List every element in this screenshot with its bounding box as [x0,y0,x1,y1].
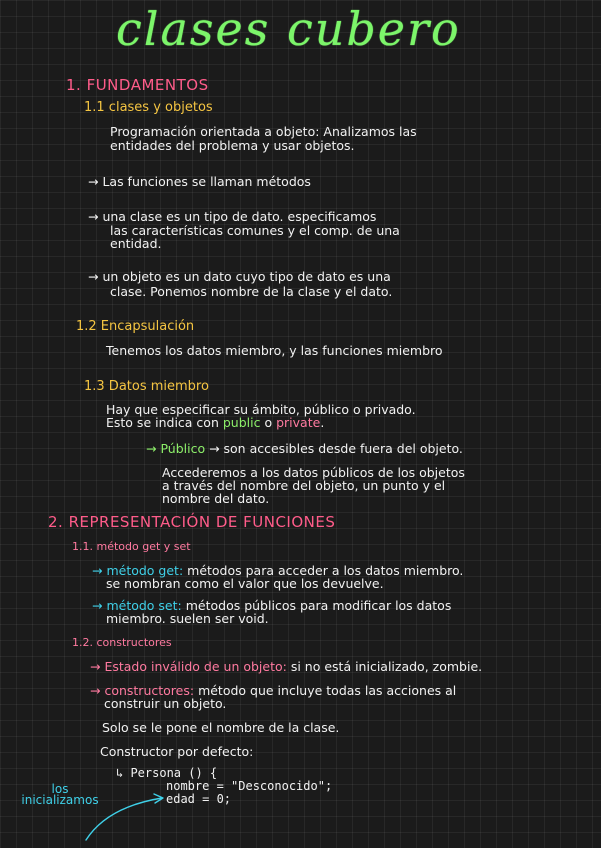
paragraph-line: a través del nombre del objeto, un punto y el [162,478,446,493]
bullet-line: clase. Ponemos nombre de la clase y el dato. [110,284,393,299]
annotation-arrow-icon [80,792,170,844]
paragraph-line: Programación orientada a objeto: Analizamos las [110,124,417,139]
bullet-line: → un objeto es un dato cuyo tipo de dato es una [88,269,391,284]
paragraph-line: Constructor por defecto: [100,744,254,759]
subheading-encapsulacion: 1.2 Encapsulación [76,319,195,334]
paragraph-line: se nombran como el valor que los devuelve. [106,576,384,591]
text: si no está inicializado, zombie. [290,659,483,674]
paragraph-line: nombre del dato. [162,491,270,506]
text: método que incluye todas las acciones al [198,683,457,698]
paragraph-line: Hay que especificar su ámbito, público o privado. [106,402,416,417]
paragraph-line: miembro. suelen ser void. [106,611,269,626]
publico-line [146,443,463,455]
paragraph-line: construir un objeto. [104,696,227,711]
label-metodo-get: → método get: [92,563,184,578]
bullet-line: → una clase es un tipo de dato. especificamos [88,209,377,224]
text: . [320,415,325,430]
paragraph-line: Solo se le pone el nombre de la clase. [102,720,340,735]
keyword-public: public [222,415,261,430]
text: o [264,415,273,430]
code-line: edad = 0; [166,792,232,806]
bullet-line: entidad. [110,236,162,251]
code-line: nombre = "Desconocido"; [166,779,333,793]
text: → son accesibles desde fuera del objeto. [209,441,463,456]
label-publico: → Público [146,441,206,456]
note-line: inicializamos [21,793,99,807]
subheading-clases-objetos: 1.1 clases y objetos [84,100,213,115]
bullet-line: → Las funciones se llaman métodos [88,174,311,189]
note-line: los [51,782,69,796]
paragraph-line: Accederemos a los datos públicos de los objetos [162,465,465,480]
paragraph-line-visibility [106,417,324,429]
bullet-line: las características comunes y el comp. de una [110,223,400,238]
text: métodos para acceder a los datos miembro. [187,563,464,578]
keyword-private: private [276,415,321,430]
subheading-constructores: 1.2. constructores [72,636,172,649]
label-constructores: → constructores: [90,683,195,698]
page-title: clases cubero [116,2,461,56]
text: métodos públicos para modificar los datos [185,598,452,613]
paragraph-line: entidades del problema y usar objetos. [110,138,355,153]
section-heading-representacion: 2. REPRESENTACIÓN DE FUNCIONES [48,513,336,531]
section-heading-fundamentos: 1. FUNDAMENTOS [66,76,209,94]
subheading-get-set: 1.1. método get y set [72,540,191,553]
text: Esto se indica con [106,415,219,430]
estado-invalido-line [90,661,482,673]
label-estado-invalido: → Estado inválido de un objeto: [90,659,287,674]
label-metodo-set: → método set: [92,598,182,613]
code-line: ↳ Persona () { [116,766,218,780]
subheading-datos-miembro: 1.3 Datos miembro [84,379,209,394]
paragraph-line: Tenemos los datos miembro, y las funciones miembro [106,343,443,358]
